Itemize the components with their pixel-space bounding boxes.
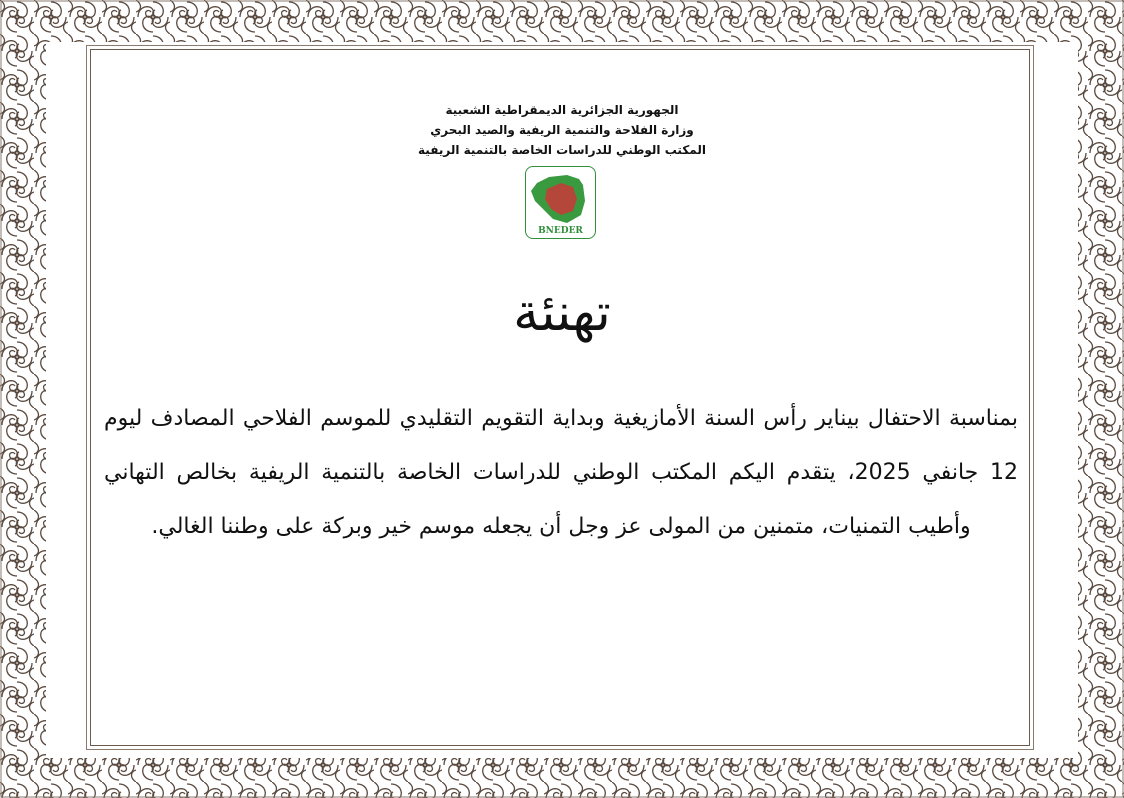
header-republic: الجهورية الجزائرية الديمقراطية الشعبية bbox=[445, 103, 679, 117]
letterhead bbox=[0, 100, 1124, 160]
logo-text: BNEDER bbox=[538, 226, 583, 236]
page-title: تهنئة bbox=[513, 283, 611, 343]
header-office: المكتب الوطني للدراسات الخاصة بالتنمية الريفية bbox=[418, 143, 706, 157]
algeria-map-icon bbox=[527, 171, 595, 227]
bneder-logo bbox=[525, 166, 596, 239]
header-ministry: وزارة الفلاحة والتنمية الريفية والصيد البحري bbox=[430, 123, 694, 137]
greeting-paragraph: بمناسبة الاحتفال بيناير رأس السنة الأمازيغية وبداية التقويم التقليدي للموسم الفلاحي المصادف ليوم 12 جانفي 2025، يتقدم اليكم المكتب الوطني للدراسات الخاصة بالتنمية الريفية بخالص التهاني وأطيب التمنيات، متمنين من المولى عز وجل أن يجعله موسم خير وبركة على وطننا الغالي. bbox=[104, 406, 1018, 539]
